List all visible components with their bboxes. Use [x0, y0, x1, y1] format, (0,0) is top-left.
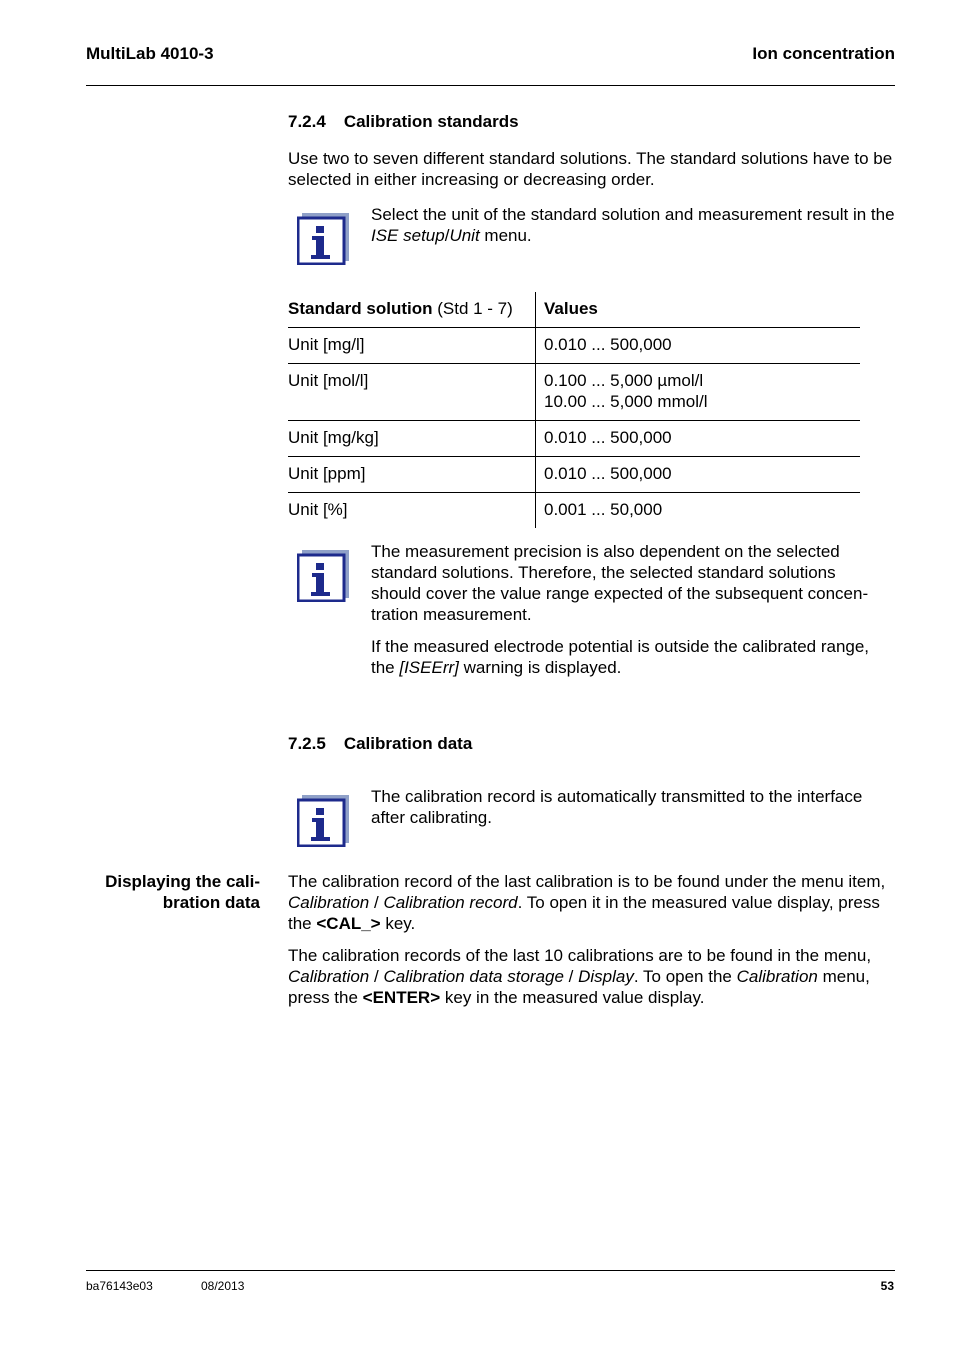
intro-paragraph: Use two to seven different standard solutions. The standard solutions have to be selected in either increasing or decreasing order.: [288, 149, 893, 189]
header-rule: [86, 85, 895, 86]
key-enter: <ENTER>: [362, 988, 441, 1007]
section-number: 7.2.4: [288, 112, 326, 131]
section-title: Calibration standards: [343, 112, 519, 131]
table-cell-unit: Unit [ppm]: [288, 457, 536, 493]
table-row: [288, 493, 860, 529]
header-product: MultiLab 4010-3: [86, 44, 214, 63]
table-header-values: Values: [536, 292, 861, 328]
table-cell-values: 0.010 ... 500,000: [536, 457, 861, 493]
header-chapter: Ion concentration: [752, 44, 895, 63]
table-header-standard: Standard solution (Std 1 - 7): [288, 299, 513, 318]
table-cell-values: 0.100 ... 5,000 µmol/l 10.00 ... 5,000 mmol/l: [536, 364, 861, 421]
info-icon: [297, 795, 349, 852]
table-cell-values: 0.010 ... 500,000: [536, 328, 861, 364]
side-heading: Displaying the cali- bration data: [105, 872, 260, 912]
table-cell-values: 0.010 ... 500,000: [536, 421, 861, 457]
table-row: [288, 364, 860, 421]
table-cell-values: 0.001 ... 50,000: [536, 493, 861, 529]
paragraph-calibration-storage: The calibration records of the last 10 calibrations are to be found in the menu, Calibration / Calibration data storage / Display. To open the Calibration menu, press the <ENTER> key in the measured value display.: [288, 946, 872, 1007]
table-cell-unit: Unit [%]: [288, 493, 536, 529]
footer-rule: [86, 1270, 895, 1271]
info-icon: [297, 213, 349, 270]
note-unit-selection: Select the unit of the standard solution and measurement result in the ISE setup/Unit menu.: [371, 205, 895, 245]
key-cal: <CAL_>: [316, 914, 381, 933]
page-number: 53: [880, 1279, 894, 1293]
section-title: Calibration data: [343, 734, 473, 753]
table-header-row: [288, 292, 860, 328]
note-calibration-record: The calibration record is automatically transmitted to the interface after calibrating.: [371, 787, 863, 827]
table-row: [288, 328, 860, 364]
section-number: 7.2.5: [288, 734, 326, 753]
paragraph-calibration-record: The calibration record of the last calibration is to be found under the menu item, Calibration / Calibration record. To open it in the measured value display, press the <CAL_> key.: [288, 872, 886, 933]
footer-date: 08/2013: [201, 1279, 245, 1293]
standards-table: [288, 292, 860, 528]
info-icon: [297, 550, 349, 607]
section-heading-724: [288, 112, 519, 132]
table-row: [288, 457, 860, 493]
table-cell-unit: Unit [mg/l]: [288, 328, 536, 364]
table-cell-unit: Unit [mg/kg]: [288, 421, 536, 457]
note-precision: The measurement precision is also dependent on the selected standard solutions. Therefore, the selected standard solutions should cover the value range expected of the subsequent concen- tration measurement. If the measured electrode potential is outside the calibrated range, the [ISEErr] warning is displayed.: [371, 542, 870, 677]
table-row: [288, 421, 860, 457]
section-heading-725: [288, 734, 472, 754]
footer-doc-id: ba76143e03: [86, 1279, 153, 1293]
table-cell-unit: Unit [mol/l]: [288, 364, 536, 421]
